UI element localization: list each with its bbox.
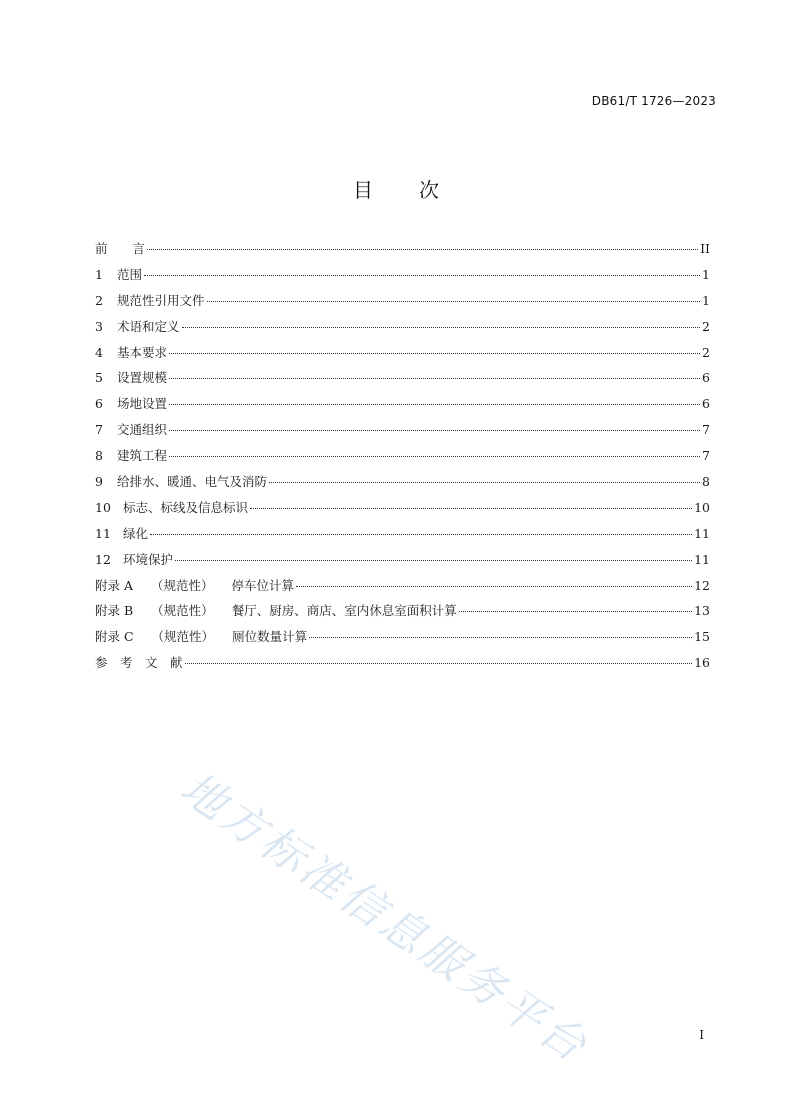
dot-leader	[169, 378, 700, 379]
toc-entry-4[interactable]	[95, 340, 710, 366]
toc-entry-appendix-b[interactable]	[95, 598, 710, 624]
toc-entry-title: 建筑工程	[117, 448, 168, 464]
toc-entry-number: 7	[95, 422, 103, 438]
appendix-label: 附录 A	[95, 577, 134, 593]
page-number: I	[699, 1028, 704, 1042]
toc-page-number: 10	[694, 499, 710, 515]
toc-entry-title: 停车位计算	[231, 577, 295, 593]
toc-page-number: 7	[702, 448, 710, 464]
dot-leader	[169, 404, 700, 405]
dot-leader	[185, 663, 693, 664]
toc-page-number: 2	[702, 318, 710, 334]
toc-entry-references[interactable]	[95, 650, 710, 676]
dot-leader	[269, 482, 700, 483]
toc-page-number: 7	[702, 422, 710, 438]
toc-entry-number: 10	[95, 499, 111, 515]
dot-leader	[147, 249, 698, 250]
toc-page-number: 12	[694, 577, 710, 593]
dot-leader	[459, 611, 692, 612]
dot-leader	[169, 353, 700, 354]
toc-page-number: 1	[702, 292, 710, 308]
toc-entry-number: 2	[95, 292, 103, 308]
dot-leader	[250, 508, 692, 509]
toc-entry-number: 8	[95, 448, 103, 464]
toc-entry-1[interactable]	[95, 262, 710, 288]
appendix-nature: （规范性）	[151, 629, 215, 645]
appendix-label: 附录 C	[95, 629, 134, 645]
toc-entry-number: 4	[95, 344, 103, 360]
toc-entry-9[interactable]	[95, 469, 710, 495]
dot-leader	[309, 637, 692, 638]
toc-entry-title: 前 言	[95, 241, 146, 256]
toc-entry-number: 1	[95, 266, 103, 282]
toc-page-number: 6	[702, 396, 710, 412]
toc-entry-6[interactable]	[95, 391, 710, 417]
toc-page-number: II	[700, 241, 710, 256]
toc-page-number: 11	[694, 525, 710, 541]
toc-entry-10[interactable]	[95, 495, 710, 521]
toc-entry-title: 参 考 文 献	[95, 655, 183, 671]
toc-entry-5[interactable]	[95, 365, 710, 391]
toc-entry-title: 设置规模	[117, 370, 168, 386]
toc-page-number: 15	[694, 629, 710, 645]
table-of-contents	[95, 236, 710, 676]
document-code: DB61/T 1726—2023	[591, 94, 716, 108]
page-title	[0, 174, 792, 203]
toc-entry-number: 9	[95, 474, 103, 490]
toc-entry-title: 餐厅、厨房、商店、室内休息室面积计算	[231, 603, 457, 619]
toc-page-number: 11	[694, 551, 710, 567]
dot-leader	[144, 275, 700, 276]
dot-leader	[182, 327, 700, 328]
toc-page-number: 1	[702, 266, 710, 282]
toc-entry-number: 12	[95, 551, 111, 567]
toc-entry-12[interactable]	[95, 547, 710, 573]
toc-entry-3[interactable]	[95, 314, 710, 340]
toc-entry-title: 术语和定义	[117, 318, 180, 334]
toc-entry-number: 11	[95, 525, 111, 541]
watermark-text: 地方标准信息服务平台	[171, 762, 598, 1074]
title-char-2: 次	[419, 178, 439, 202]
toc-entry-title: 厕位数量计算	[232, 629, 308, 645]
toc-entry-8[interactable]	[95, 443, 710, 469]
dot-leader	[150, 534, 692, 535]
toc-entry-appendix-a[interactable]	[95, 573, 710, 599]
toc-page-number: 2	[702, 344, 710, 360]
toc-entry-title: 绿化	[123, 525, 149, 541]
toc-entry-title: 环境保护	[123, 551, 174, 567]
toc-page-number: 8	[702, 474, 710, 490]
dot-leader	[207, 301, 700, 302]
toc-entry-7[interactable]	[95, 417, 710, 443]
toc-entry-foreword[interactable]	[95, 236, 710, 262]
toc-entry-number: 6	[95, 396, 103, 412]
toc-entry-11[interactable]	[95, 521, 710, 547]
appendix-label: 附录 B	[95, 603, 134, 619]
toc-entry-title: 场地设置	[117, 396, 168, 412]
toc-entry-title: 标志、标线及信息标识	[123, 499, 249, 515]
toc-entry-title: 基本要求	[117, 344, 168, 360]
toc-page-number: 6	[702, 370, 710, 386]
appendix-nature: （规范性）	[151, 603, 214, 619]
toc-entry-title: 给排水、暖通、电气及消防	[117, 474, 268, 490]
toc-entry-title: 范围	[117, 266, 143, 282]
dot-leader	[296, 586, 692, 587]
toc-entry-2[interactable]	[95, 288, 710, 314]
toc-entry-number: 5	[95, 370, 103, 386]
toc-entry-appendix-c[interactable]	[95, 624, 710, 650]
dot-leader	[169, 430, 700, 431]
dot-leader	[169, 456, 700, 457]
title-char-1: 目	[353, 178, 373, 202]
toc-entry-title: 交通组织	[117, 422, 168, 438]
toc-entry-title: 规范性引用文件	[117, 292, 205, 308]
toc-page-number: 16	[694, 655, 710, 671]
toc-entry-number: 3	[95, 318, 103, 334]
dot-leader	[175, 560, 692, 561]
toc-page-number: 13	[694, 603, 710, 619]
appendix-nature: （规范性）	[151, 577, 214, 593]
